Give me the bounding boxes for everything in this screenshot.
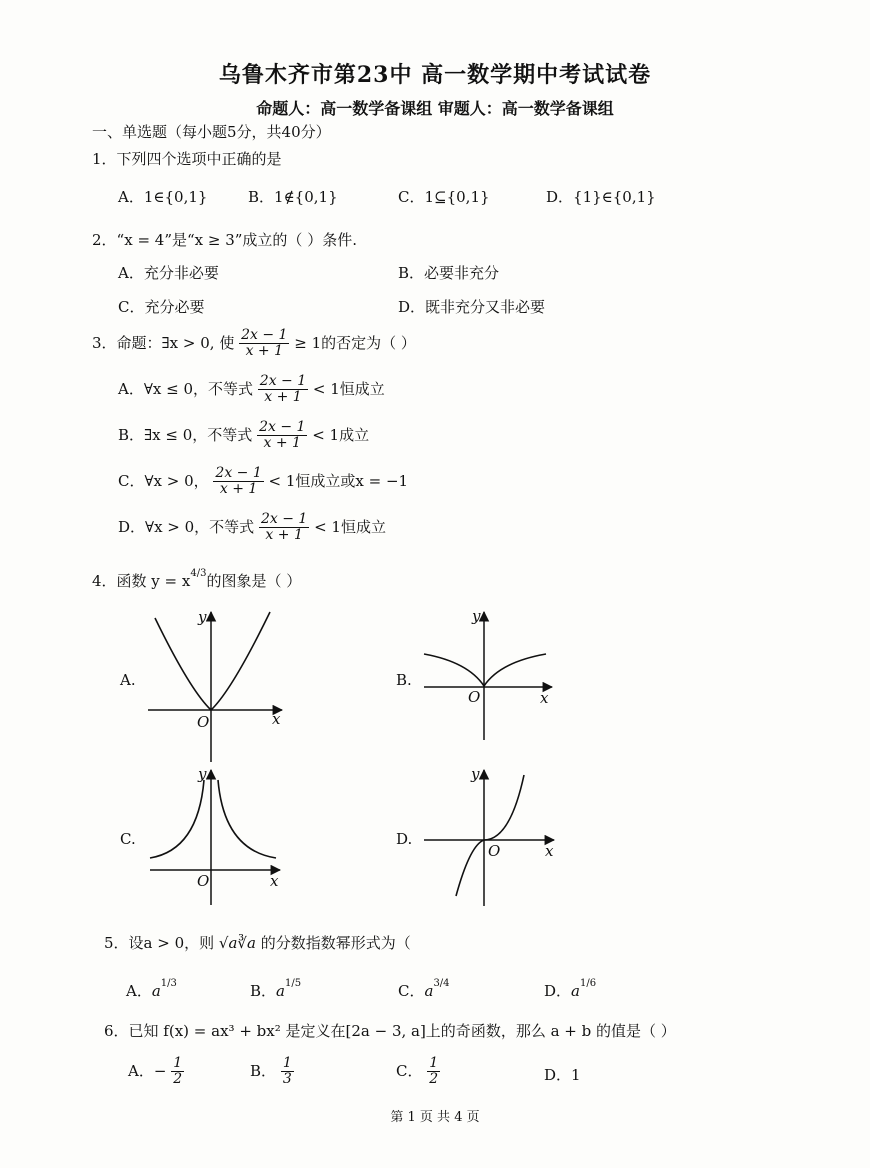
question-2-option-c: C．充分必要: [118, 298, 205, 316]
question-3-option-d: D．∀x > 0，不等式 $\frac{2x - 1}{x + 1}$ < 1恒成立: [118, 511, 386, 544]
graph-d-y-label: y: [471, 765, 480, 783]
question-5-stem: 5．设a > 0，则 √a∛a 的分数指数幂形式为（: [104, 934, 411, 952]
graph-d: [424, 765, 554, 906]
page-subtitle: 命题人：高一数学备课组 审题人：高一数学备课组: [256, 99, 614, 118]
graph-b-label: B.: [396, 671, 412, 689]
graph-a: [148, 608, 282, 762]
graph-d-x-label: x: [545, 842, 554, 860]
question-1-option-d: D．{1}∈{0,1}: [546, 188, 656, 206]
graph-b: [424, 607, 552, 740]
question-4-exponent: 4/3: [190, 568, 207, 579]
question-1-option-b: B．1∉{0,1}: [248, 188, 338, 206]
question-6-option-c: C． $\frac{1}{2}$: [396, 1055, 439, 1088]
question-2-stem: 2．“x = 4”是“x ≥ 3”成立的（ ）条件.: [92, 231, 357, 249]
graph-c-x-label: x: [270, 872, 279, 890]
graph-a-x-label: x: [272, 710, 281, 728]
section-heading: 一、单选题（每小题5分，共40分）: [92, 123, 331, 141]
question-5-option-c: C．$a^{3/4}$: [398, 978, 450, 1000]
question-5-radical: √a∛a: [218, 934, 256, 952]
question-4-stem: 4．函数 $y = x^{4/3}$的图象是（ ）: [92, 568, 302, 590]
question-2-option-a: A．充分非必要: [118, 264, 219, 282]
question-3-option-c: C．∀x > 0， $\frac{2x - 1}{x + 1}$ < 1恒成立或x = −1: [118, 465, 409, 498]
question-3-option-b: B．∃x ≤ 0，不等式 $\frac{2x - 1}{x + 1}$ < 1成立: [118, 419, 370, 452]
question-6-option-a: A．− $\frac{1}{2}$: [128, 1055, 183, 1088]
question-5-option-b: B．$a^{1/5}$: [250, 978, 302, 1000]
graph-c-label: C.: [120, 830, 136, 848]
question-1-option-a: A．1∈{0,1}: [118, 188, 208, 206]
question-2-option-d: D．既非充分又非必要: [398, 298, 546, 316]
question-1-stem: 1．下列四个选项中正确的是: [92, 150, 282, 168]
question-1-option-c: C．1⊆{0,1}: [398, 188, 490, 206]
page-footer: 第 1 页 共 4 页: [390, 1110, 480, 1125]
question-6-option-b: B． $\frac{1}{3}$: [250, 1055, 292, 1088]
graph-c: [150, 765, 280, 905]
question-2-option-b: B．必要非充分: [398, 264, 500, 282]
graph-b-x-label: x: [540, 689, 549, 707]
page-title: 乌鲁木齐市第23中 高一数学期中考试试卷: [218, 62, 652, 88]
graph-a-origin: O: [197, 713, 210, 731]
question-6-stem: 6．已知 f(x) = ax³ + bx² 是定义在[2a − 3, a]上的奇函数，那么 a + b 的值是（ ）: [104, 1022, 676, 1040]
question-6-option-d: D．1: [544, 1066, 581, 1084]
graph-b-origin: O: [468, 688, 481, 706]
question-3-option-a: A．∀x ≤ 0，不等式 $\frac{2x - 1}{x + 1}$ < 1恒成立: [118, 373, 385, 406]
graph-d-label: D.: [396, 830, 413, 848]
graph-c-y-label: y: [198, 765, 207, 783]
graph-a-label: A.: [120, 671, 136, 689]
question-3-stem-text: 3．命题：∃x > 0, 使: [92, 333, 235, 352]
question-5-option-d: D．$a^{1/6}$: [544, 978, 597, 1000]
graph-d-origin: O: [488, 842, 501, 860]
question-3-stem-tail: ≥ 1的否定为（ ）: [294, 333, 416, 352]
graph-c-origin: O: [197, 872, 210, 890]
graph-b-y-label: y: [472, 607, 481, 625]
question-5-option-a: A．$a^{1/3}$: [126, 978, 177, 1000]
question-3-fraction: $\frac{2x - 1}{x + 1}$: [241, 327, 288, 360]
graph-a-y-label: y: [198, 608, 207, 626]
